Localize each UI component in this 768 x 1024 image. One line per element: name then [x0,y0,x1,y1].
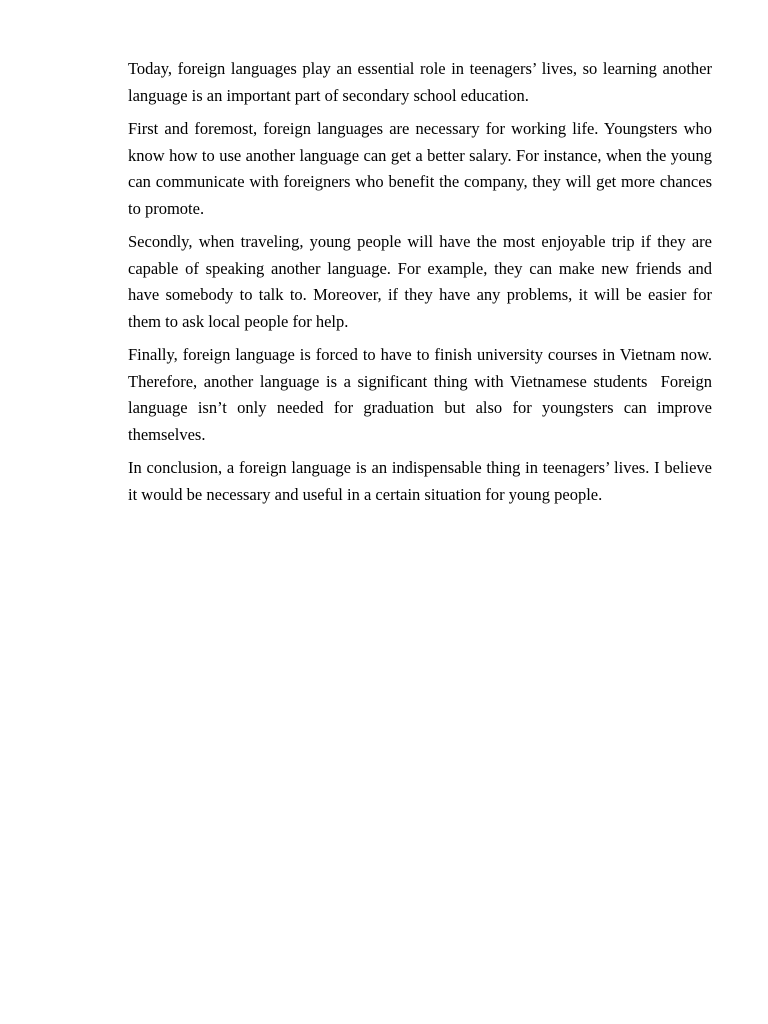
paragraph-traveling: Secondly, when traveling, young people will have the most enjoyable trip if they are capable of speaking another language. For example, they can make new friends and have somebody to talk to. Moreover, if they have any problems, it will be easier for them to ask local people for help. [128,232,717,331]
paragraph-university: Finally, foreign language is forced to have to finish university courses in Vietnam now. Therefore, another language is a significant thing with Vietnamese students Foreign language isn’t only needed for graduation but also for youngsters can improve themselves. [128,345,717,444]
document-body [128,56,717,515]
paragraph-working-life: First and foremost, foreign languages are necessary for working life. Youngsters who know how to use another language can get a better salary. For instance, when the young can communicate with foreigners who benefit the company, they will get more chances to promote. [128,119,717,218]
paragraph-introduction: Today, foreign languages play an essential role in teenagers’ lives, so learning another language is an important part of secondary school education. [128,59,717,105]
paragraph-conclusion: In conclusion, a foreign language is an indispensable thing in teenagers’ lives. I believe it would be necessary and useful in a certain situation for young people. [128,458,717,504]
